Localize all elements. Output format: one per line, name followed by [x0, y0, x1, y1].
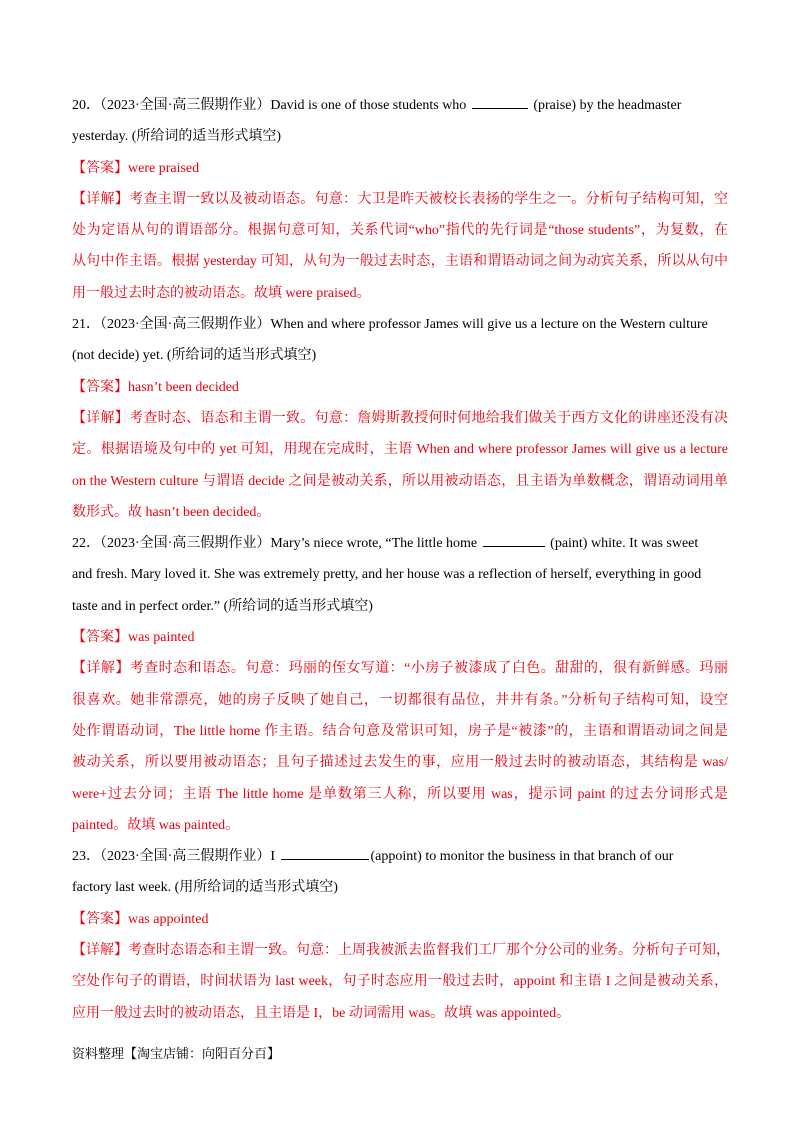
q22-number: 22．	[72, 536, 100, 552]
q23-answer	[72, 904, 728, 935]
q21-detail-tag: 【详解】	[72, 410, 130, 426]
q20-detail-line-1	[72, 184, 728, 215]
q22-detail-line-2: 很喜欢。她非常漂亮，她的房子反映了她自己，一切都很有品位，井井有条。”分析句子结构可知，设空	[72, 692, 728, 708]
q22-stem-line-2: and fresh. Mary loved it. She was extremely pretty, and her house was a reflection of herself, everything in good	[72, 567, 702, 583]
q20-answer-blank	[472, 94, 528, 109]
q22-answer-blank	[483, 532, 545, 547]
q20-number: 20．	[72, 98, 100, 113]
q21-answer-tag: 【答案】	[72, 379, 128, 395]
page-footer: 资料整理【淘宝店铺：向阳百分百】	[72, 1046, 281, 1061]
q20-text-post: (praise) by the headmaster	[533, 98, 682, 113]
q21-detail-text-1: 考查时态、语态和主谓一致。句意：詹姆斯教授何时何地给我们做关于西方文化的讲座还没有决	[129, 410, 729, 426]
q23-detail-text-1: 考查时态语态和主谓一致。句意：上周我被派去监督我们工厂那个分公司的业务。分析句子可知，	[128, 943, 730, 959]
q23-stem-line-2: factory last week. (用所给词的适当形式填空)	[72, 880, 338, 896]
q22-source: （2023·全国·高三假期作业）	[100, 536, 271, 552]
q23-text-pre: I	[270, 849, 275, 865]
q20-detail-line-3: 从句中作主语。根据 yesterday 可知，从句为一般过去时态，主语和谓语动词之间为动宾关系，所以从句中	[72, 254, 728, 270]
q22-stem-line-3: taste and in perfect order.” (所给词的适当形式填空)	[72, 598, 373, 614]
q22-answer-tag: 【答案】	[72, 630, 128, 646]
q22-text-pre: Mary’s niece wrote, “The little home	[270, 536, 478, 552]
q23-text-post: (appoint) to monitor the business in that branch of our	[370, 849, 674, 865]
q21-detail-line-4: 数形式。故 hasn’t been decided。	[72, 504, 271, 520]
q23-source: （2023·全国·高三假期作业）	[100, 849, 271, 865]
q23-number: 23．	[72, 849, 100, 865]
q21-detail-line-1	[72, 403, 728, 434]
q21-detail-line-2: 定。根据语境及句中的 yet 可知，用现在完成时，主语 When and where professor James will give us a lecture	[72, 442, 728, 458]
q21-text: When and where professor James will give us a lecture on the Western culture	[270, 317, 708, 333]
q22-detail-line-6: painted。故填 was painted。	[72, 817, 240, 833]
q20-stem-line-1	[72, 90, 728, 121]
q22-answer	[72, 622, 728, 653]
q20-detail-line-4: 用一般过去时态的被动语态。故填 were praised。	[72, 285, 371, 301]
q22-detail-line-1	[72, 653, 728, 684]
q23-answer-value: was appointed	[128, 911, 209, 927]
q21-number: 21．	[72, 317, 100, 333]
q20-text-pre: David is one of those students who	[270, 98, 467, 113]
q21-detail-line-3: on the Western culture 与谓语 decide 之间是被动关系，所以用被动语态，且主语为单数概念，谓语动词用单	[72, 473, 728, 489]
q22-detail-tag: 【详解】	[72, 661, 130, 677]
q21-source: （2023·全国·高三假期作业）	[100, 317, 271, 333]
q22-detail-line-4: 被动关系，所以要用被动语态；且句子描述过去发生的事，应用一般过去时的被动语态，其结构是 was/	[72, 755, 728, 771]
q21-answer	[72, 372, 728, 403]
q23-detail-line-2: 空处作句子的谓语，时间状语为 last week，句子时态应用一般过去时，appoint 和主语 I 之间是被动关系，	[72, 974, 728, 990]
question-list	[72, 90, 728, 1029]
q20-stem-line-2: yesterday. (所给词的适当形式填空)	[72, 129, 282, 145]
q20-detail-line-2: 处为定语从句的谓语部分。根据句意可知，关系代词“who”指代的先行词是“those students”，为复数，在	[72, 223, 728, 239]
q23-detail-line-1	[72, 935, 728, 966]
q23-answer-tag: 【答案】	[72, 911, 128, 927]
q21-stem-line-2: (not decide) yet. (所给词的适当形式填空)	[72, 348, 317, 364]
q21-stem-line-1	[72, 309, 728, 340]
q21-answer-value: hasn’t been decided	[128, 379, 239, 395]
q22-detail-line-3: 处作谓语动词，The little home 作主语。结合句意及常识可知，房子是“被漆”的，主语和谓语动词之间是	[72, 723, 728, 739]
q22-detail-text-1: 考查时态和语态。句意：玛丽的侄女写道：“小房子被漆成了白色。甜甜的，很有新鲜感。玛丽	[129, 661, 728, 677]
q20-answer-value: were praised	[128, 160, 200, 176]
q23-detail-line-3: 应用一般过去时的被动语态，且主语是 I，be 动词需用 was。故填 was appointed。	[72, 1005, 571, 1021]
q22-text-post: (paint) white. It was sweet	[550, 536, 699, 552]
q23-stem-line-1	[72, 841, 728, 872]
q23-detail-tag: 【详解】	[72, 943, 128, 959]
q20-answer-tag: 【答案】	[72, 160, 128, 176]
q20-detail-text-1: 考查主谓一致以及被动语态。句意：大卫是昨天被校长表扬的学生之一。分析句子结构可知，空	[129, 191, 729, 207]
q22-answer-value: was painted	[128, 630, 195, 646]
q20-detail-tag: 【详解】	[72, 191, 130, 207]
q20-answer	[72, 153, 728, 184]
q22-detail-line-5: were+过去分词；主语 The little home 是单数第三人称，所以要用 was，提示词 paint 的过去分词形式是	[72, 786, 728, 802]
q22-stem-line-1	[72, 528, 728, 559]
q20-source: （2023·全国·高三假期作业）	[100, 98, 271, 113]
q23-answer-blank	[281, 845, 369, 860]
